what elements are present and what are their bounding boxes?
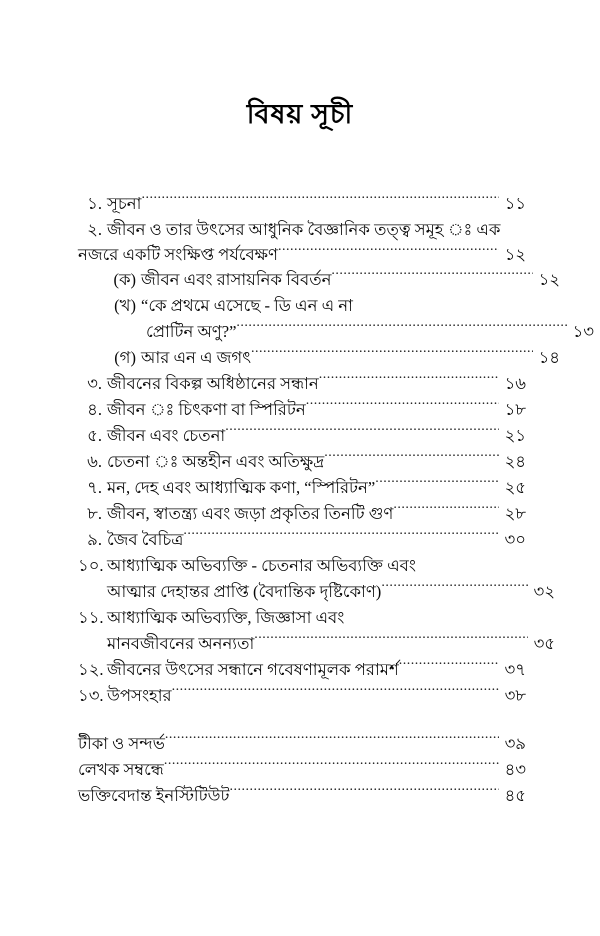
toc-entry-13[interactable]	[78, 683, 526, 709]
toc-entry-list	[78, 191, 594, 809]
entry-label: জীবন ঃ চিৎকণা বা স্পিরিটন	[107, 400, 306, 419]
toc-entry-1[interactable]	[78, 191, 526, 217]
entry-page-number: ১২	[504, 245, 526, 264]
entry-page-number: ১৬	[504, 374, 526, 393]
entry-number: ১১.	[78, 608, 104, 627]
dot-leader	[278, 244, 499, 261]
entry-label: জৈব বৈচিত্র	[107, 530, 184, 549]
entry-number: ৪.	[87, 400, 102, 419]
toc-entry-2-line-1[interactable]	[78, 217, 526, 242]
entry-page-number: ৩২	[533, 582, 555, 601]
entry-label-cont: মানবজীবনের অনন্যতা	[107, 634, 255, 653]
entry-label: আর এন এ জগৎ	[141, 348, 252, 367]
dot-leader	[164, 759, 499, 776]
dot-leader	[251, 347, 533, 364]
entry-number: ১.	[87, 194, 102, 213]
toc-entry-about-author[interactable]	[78, 757, 526, 783]
entry-label: “কে প্রথমে এসেছে - ডি এন এ না	[141, 296, 353, 315]
entry-label: জীবন এবং চেতনা	[107, 426, 226, 445]
entry-page-number: ২৮	[504, 504, 526, 523]
entry-label: আধ্যাত্মিক অভিব্যক্তি, জিজ্ঞাসা এবং	[107, 608, 345, 627]
toc-entry-12[interactable]	[78, 657, 526, 683]
entry-label-cont: প্রোটিন অণু?”	[146, 322, 237, 341]
entry-page-number: ৩৫	[533, 634, 555, 653]
entry-number: ৩.	[87, 374, 102, 393]
entry-number: ১৩.	[78, 686, 104, 705]
entry-number: ৬.	[87, 452, 102, 471]
dot-leader	[236, 321, 567, 338]
entry-label: জীবন এবং রাসায়নিক বিবর্তন	[141, 270, 332, 289]
entry-number: (গ)	[114, 348, 136, 367]
entry-label: চেতনা ঃ অন্তহীন এবং অতিক্ষুদ্র	[107, 452, 325, 471]
entry-number: ১০.	[78, 556, 104, 575]
page-title: বিষয় সূচী	[246, 99, 354, 129]
toc-entry-7[interactable]	[78, 475, 526, 501]
dot-leader	[324, 451, 499, 468]
dot-leader	[306, 399, 499, 416]
entry-label-cont: আত্মার দেহান্তর প্রাপ্তি (বৈদান্তিক দৃষ্টিকোণ)	[107, 582, 382, 601]
entry-label: জীবন ও তার উৎসের আধুনিক বৈজ্ঞানিক তত্ত্ব সমূহ ঃ এক	[107, 220, 501, 239]
toc-entry-11-line-1[interactable]	[78, 605, 526, 631]
dot-leader	[172, 685, 499, 702]
entry-page-number: ১১	[504, 194, 526, 213]
entry-page-number: ২৫	[504, 478, 526, 497]
entry-page-number: ১৪	[538, 348, 560, 367]
toc-entry-2b-line-1[interactable]	[78, 293, 560, 319]
entry-page-number: ১২	[538, 270, 560, 289]
entry-page-number: ৪৫	[504, 786, 526, 805]
dot-leader	[393, 503, 499, 520]
toc-entry-10-line-1[interactable]	[78, 553, 526, 579]
entry-page-number: ৩৮	[504, 686, 526, 705]
entry-number: ২.	[87, 220, 102, 239]
toc-entry-3[interactable]	[78, 371, 526, 397]
dot-leader	[319, 373, 499, 390]
entry-label: লেখক সম্বন্ধে	[78, 760, 164, 779]
dot-leader	[141, 193, 499, 210]
entry-label: আধ্যাত্মিক অভিব্যক্তি - চেতনার অভিব্যক্তি এবং	[107, 556, 416, 575]
toc-entry-4[interactable]	[78, 397, 526, 423]
dot-leader-spacer	[416, 555, 526, 572]
toc-entry-bhaktivedanta-institute[interactable]	[78, 783, 526, 809]
dot-leader	[165, 733, 499, 750]
toc-entry-9[interactable]	[78, 527, 526, 553]
dot-leader	[399, 659, 499, 676]
entry-number: ৫.	[87, 426, 102, 445]
entry-number: ১২.	[78, 660, 104, 679]
dot-leader	[381, 581, 528, 598]
entry-page-number: ২৪	[504, 452, 526, 471]
entry-page-number: ১৮	[504, 400, 526, 419]
dot-leader-spacer	[500, 219, 526, 236]
dot-leader-spacer	[344, 607, 526, 624]
entry-page-number: ৪৩	[504, 760, 526, 779]
entry-label: ভক্তিবেদান্ত ইনস্টিটিউট	[78, 786, 230, 805]
dot-leader	[375, 477, 499, 494]
toc-entry-notes-references[interactable]	[78, 731, 526, 757]
entry-label: টীকা ও সন্দর্ভ	[78, 734, 165, 753]
entry-page-number: ২১	[504, 426, 526, 445]
dot-leader-spacer	[353, 295, 560, 312]
entry-number: (ক)	[113, 270, 136, 289]
entry-label: জীবন, স্বাতন্ত্র্য এবং জড়া প্রকৃতির তিনটি গুণ	[107, 504, 394, 523]
dot-leader	[254, 633, 528, 650]
toc-entry-10-line-2[interactable]	[78, 579, 555, 605]
entry-label-cont: নজরে একটি সংক্ষিপ্ত পর্যবেক্ষণ	[78, 245, 279, 264]
entry-number: ৯.	[87, 530, 102, 549]
entry-label: জীবনের বিকল্প অধিষ্ঠানের সন্ধান	[107, 374, 319, 393]
entry-number: ৮.	[87, 504, 102, 523]
entry-label: সূচনা	[107, 194, 142, 213]
entry-page-number: ৩০	[504, 530, 526, 549]
dot-leader	[183, 529, 499, 546]
entry-label: উপসংহার	[107, 686, 172, 705]
entry-page-number: ১৩	[572, 322, 594, 341]
toc-entry-2b-line-2[interactable]	[78, 319, 594, 345]
toc-entry-8[interactable]	[78, 501, 526, 527]
toc-entry-2-line-2[interactable]	[78, 242, 526, 267]
dot-leader	[225, 425, 499, 442]
section-spacer	[78, 709, 526, 731]
entry-number: (খ)	[114, 296, 136, 315]
entry-label: মন, দেহ এবং আধ্যাত্মিক কণা, “স্পিরিটন”	[107, 478, 376, 497]
entry-page-number: ৩৯	[504, 734, 526, 753]
dot-leader	[230, 785, 500, 802]
dot-leader	[331, 269, 533, 286]
entry-label: জীবনের উৎসের সন্ধানে গবেষণামূলক পরামর্শ	[107, 660, 399, 679]
entry-page-number: ৩৭	[504, 660, 526, 679]
toc-entry-6[interactable]	[78, 449, 526, 475]
toc-entry-2a[interactable]	[78, 267, 560, 293]
toc-entry-2c[interactable]	[78, 345, 560, 371]
toc-entry-5[interactable]	[78, 423, 526, 449]
toc-entry-11-line-2[interactable]	[78, 631, 555, 657]
entry-number: ৭.	[87, 478, 102, 497]
